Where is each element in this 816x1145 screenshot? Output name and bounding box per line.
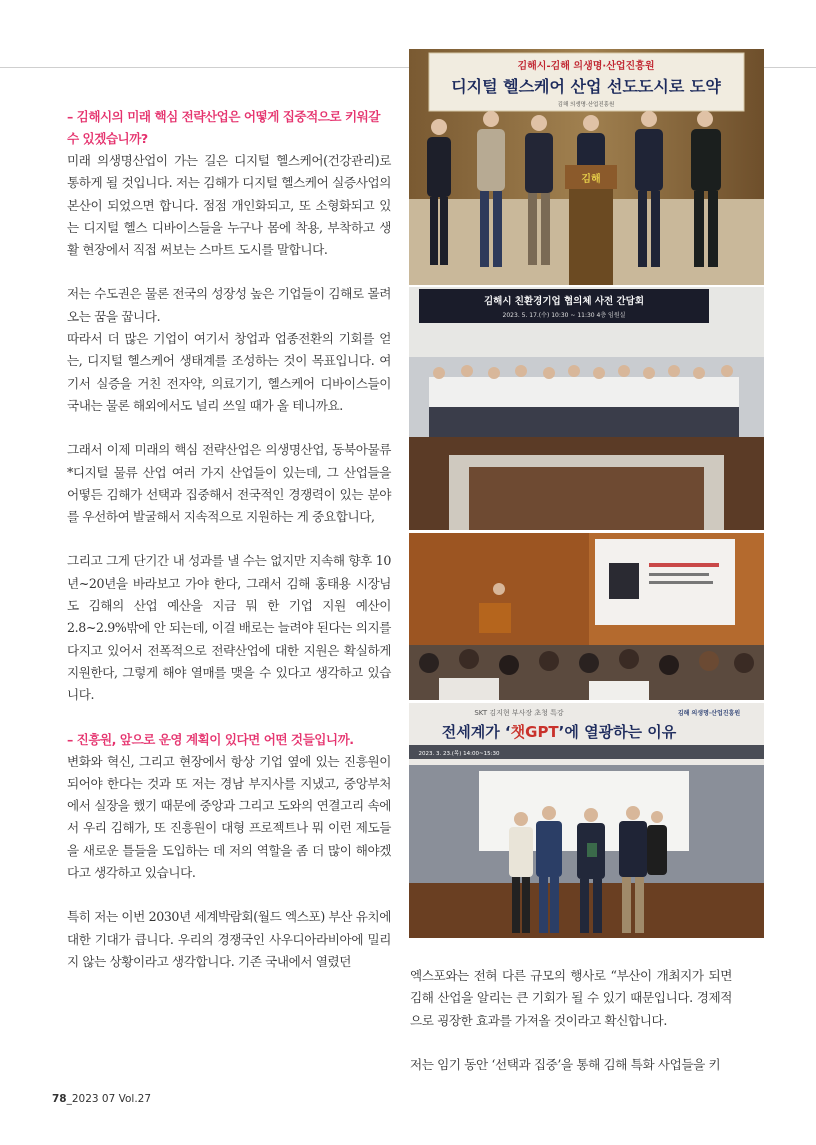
answer-paragraph: 저는 수도권은 물론 전국의 성장성 높은 기업들이 김해로 몰려오는 꿈을 꿉니다. xyxy=(67,286,391,324)
banner-title-text: 디지털 헬스케어 산업 선도도시로 도약 xyxy=(451,77,721,96)
page-folio xyxy=(52,1093,151,1105)
lecture-kicker-text: SKT 김지현 부사장 초청 특강 xyxy=(474,709,564,717)
banner-org-text: 김해시-김해 의생명·산업진흥원 xyxy=(517,61,655,72)
question-2: – 진흥원, 앞으로 운영 계획이 있다면 어떤 것들입니까. xyxy=(67,731,354,747)
photo-meeting-image xyxy=(409,287,764,530)
photo-seminar-image xyxy=(409,533,764,700)
lecture-title-text: 전세계가 ‘챗GPT’에 열광하는 이유 xyxy=(441,723,677,741)
audience xyxy=(409,645,764,700)
question-1: – 김해시의 미래 핵심 전략산업은 어떻게 집중적으로 키워갈 수 있겠습니까? xyxy=(67,109,380,146)
photo-lecture xyxy=(409,703,764,938)
lecture-org-text: 김해 의생명·산업진흥원 xyxy=(677,710,741,717)
article-right-column xyxy=(410,965,732,1076)
answer-paragraph: 그리고 그게 단기간 내 성과를 낼 수는 없지만 지속해 향후 10년~20년을 바라보고 가야 한다, 그래서 김해 홍태용 시장님도 김해의 산업 예산을 지금 뭐 한 기업 지원 예산이 2.8~2.9%밖에 안 되는데, 이걸 배로는 늘려야 된다는 의지를 다지고 있어서 전폭적으로 전략산업에 대한 지원은 확실하게 지원한다, 그렇게 해야 열매를 맺을 수 있다고 생각하고 있습니다. xyxy=(67,553,391,703)
page-number: 78 xyxy=(52,1093,67,1105)
screen-title-text: 김해시 친환경기업 협의체 사전 간담회 xyxy=(483,296,645,307)
photo-ceremony-image xyxy=(409,49,764,285)
answer-paragraph: 엑스포와는 전혀 다른 규모의 행사로 “부산이 개최지가 되면 김해 산업을 알리는 큰 기회가 될 수 있기 때문입니다. 경제적으로 굉장한 효과를 가져올 것이라고 확신합니다. xyxy=(410,968,732,1028)
photo-seminar xyxy=(409,533,764,700)
answer-paragraph: 저는 임기 동안 ‘선택과 집중’을 통해 김해 특화 사업들을 키 xyxy=(410,1056,721,1072)
podium-logo-text: 김해 xyxy=(581,174,601,185)
banner-logo-text: 김해 의생명·산업진흥원 xyxy=(557,102,615,108)
article-left-column xyxy=(67,106,391,973)
answer-paragraph: 미래 의생명산업이 가는 길은 디지털 헬스케어(건강관리)로 통하게 될 것입니다. 저는 김해가 디지털 헬스케어 실증사업의 본산이 되었으면 합니다. 점점 개인화되고, 또 소형화되고 있는 디지털 헬스 디바이스들을 누구나 몸에 착용, 부착하고 생활 현장에서 직접 써보는 스마트 도시를 말합니다. xyxy=(67,153,391,258)
issue-label: _2023 07 Vol.27 xyxy=(66,1093,152,1105)
photo-lecture-image xyxy=(409,703,764,938)
answer-paragraph: 특히 저는 이번 2030년 세계박람회(월드 엑스포) 부산 유치에 대한 기대가 큽니다. 우리의 경쟁국인 사우디아라비아에 밀리지 않는 상황이라고 생각합니다. 기존 국내에서 열렸던 xyxy=(67,909,391,969)
answer-paragraph: 변화와 혁신, 그리고 현장에서 항상 기업 옆에 있는 진흥원이 되어야 한다는 것과 또 저는 경남 부지사를 지냈고, 중앙부처에서 실장을 했기 때문에 중앙과 그리고 도와의 연결고리 속에서 우리 김해가, 또 진흥원이 대형 프로젝트나 뭐 이런 제도들을 새로운 틀들을 도입하는 데 저의 역할을 좀 더 많이 해야겠다고 생각하고 있습니다. xyxy=(67,753,391,881)
answer-paragraph: 그래서 이제 미래의 핵심 전략산업은 의생명산업, 동북아물류*디지털 물류 산업 여러 가지 산업들이 있는데, 그 산업들을 어떻든 김해가 선택과 집중해서 전국적인 경쟁력이 있는 분야를 우선하여 발굴해서 지속적으로 지원하는 게 중요합니다, xyxy=(67,442,391,525)
photo-ceremony xyxy=(409,49,764,285)
answer-paragraph: 따라서 더 많은 기업이 여기서 창업과 업종전환의 기회를 얻는, 디지털 헬스케어 생태계를 조성하는 것이 목표입니다. 여기서 실증을 거친 전자약, 의료기기, 헬스케어 디바이스들이 국내는 물론 해외에서도 널리 쓰일 때가 올 테니까요. xyxy=(67,331,391,413)
photo-meeting xyxy=(409,287,764,530)
screen-sub-text: 2023. 5. 17.(수) 10:30 ~ 11:30 4층 임원실 xyxy=(502,312,626,319)
lecture-date-text: 2023. 3. 23.(목) 14:00~15:30 xyxy=(418,751,500,757)
